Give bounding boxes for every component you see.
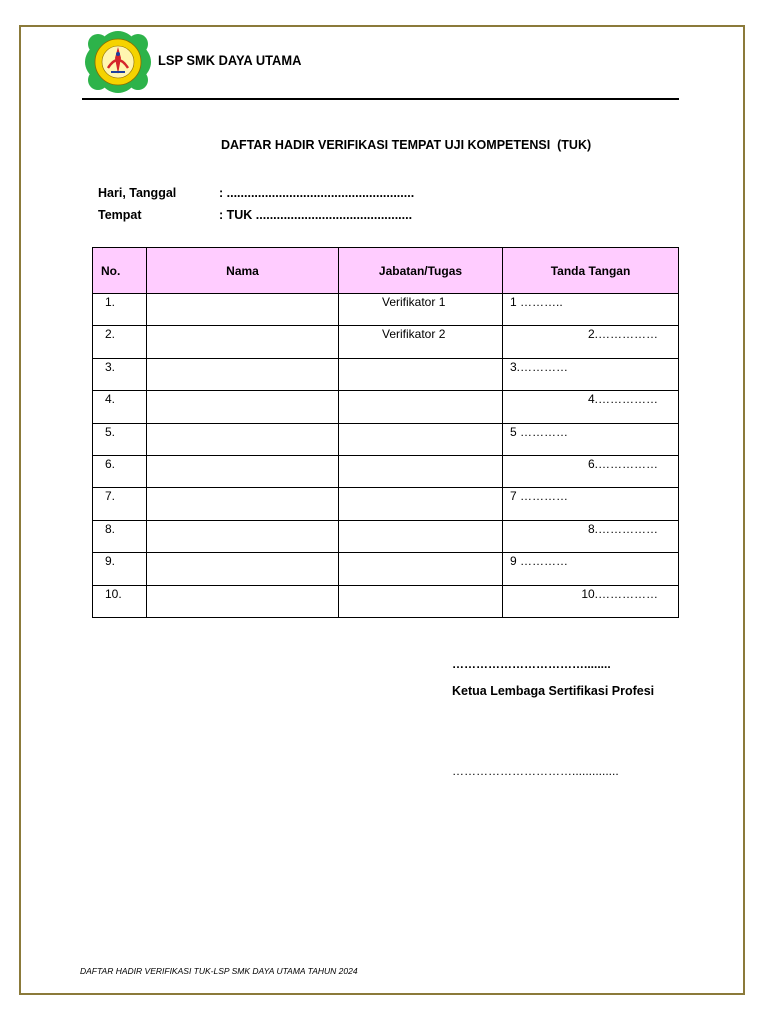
signatory-title: Ketua Lembaga Sertifikasi Profesi (452, 684, 655, 698)
row-tanda-tangan: 8.…………… (503, 520, 679, 552)
row-nama (147, 553, 339, 585)
row-number: 10. (93, 585, 147, 617)
row-jabatan (339, 423, 503, 455)
row-number: 9. (93, 553, 147, 585)
row-jabatan (339, 455, 503, 487)
lsp-logo (84, 30, 152, 94)
attendance-table (92, 247, 679, 618)
signatory-name-line: ………………………….............. (452, 764, 619, 778)
row-nama (147, 294, 339, 326)
header-no: No. (93, 248, 147, 294)
row-tanda-tangan: 6.…………… (503, 455, 679, 487)
footer-text: DAFTAR HADIR VERIFIKASI TUK-LSP SMK DAYA UTAMA TAHUN 2024 (80, 966, 358, 976)
row-jabatan (339, 391, 503, 423)
row-tanda-tangan: 3.………… (503, 358, 679, 390)
header-divider (82, 98, 679, 100)
row-tanda-tangan: 4.…………… (503, 391, 679, 423)
row-nama (147, 358, 339, 390)
row-nama (147, 423, 339, 455)
table-row (93, 358, 679, 390)
row-jabatan (339, 585, 503, 617)
row-number: 5. (93, 423, 147, 455)
row-tanda-tangan: 7 ………… (503, 488, 679, 520)
table-row (93, 585, 679, 617)
table-row (93, 520, 679, 552)
row-tanda-tangan: 5 ………… (503, 423, 679, 455)
row-number: 6. (93, 455, 147, 487)
row-tanda-tangan: 10.…………… (503, 585, 679, 617)
table-row (93, 455, 679, 487)
table-row (93, 488, 679, 520)
table-row (93, 294, 679, 326)
row-nama (147, 391, 339, 423)
header-tanda-tangan: Tanda Tangan (503, 248, 679, 294)
row-tanda-tangan: 1 ……….. (503, 294, 679, 326)
row-number: 7. (93, 488, 147, 520)
table-header-row (93, 248, 679, 294)
row-number: 8. (93, 520, 147, 552)
date-label: Hari, Tanggal (98, 186, 177, 200)
row-jabatan: Verifikator 1 (339, 294, 503, 326)
row-number: 2. (93, 326, 147, 358)
place-value: : TUK ............................................. (219, 208, 413, 222)
row-nama (147, 520, 339, 552)
row-nama (147, 488, 339, 520)
row-jabatan: Verifikator 2 (339, 326, 503, 358)
place-label: Tempat (98, 208, 142, 222)
row-jabatan (339, 488, 503, 520)
table-row (93, 423, 679, 455)
table-row (93, 391, 679, 423)
row-jabatan (339, 358, 503, 390)
row-tanda-tangan: 2.…………… (503, 326, 679, 358)
row-nama (147, 326, 339, 358)
header-jabatan: Jabatan/Tugas (339, 248, 503, 294)
row-number: 3. (93, 358, 147, 390)
row-tanda-tangan: 9 ………… (503, 553, 679, 585)
table-row (93, 326, 679, 358)
row-nama (147, 455, 339, 487)
row-jabatan (339, 553, 503, 585)
row-number: 1. (93, 294, 147, 326)
document-title: DAFTAR HADIR VERIFIKASI TEMPAT UJI KOMPETENSI (TUK) (221, 138, 592, 152)
header-nama: Nama (147, 248, 339, 294)
date-value: : ...................................................... (219, 186, 415, 200)
row-number: 4. (93, 391, 147, 423)
signature-date-line: ……………………………........ (452, 657, 611, 671)
table-row (93, 553, 679, 585)
row-nama (147, 585, 339, 617)
row-jabatan (339, 520, 503, 552)
table-body (93, 294, 679, 618)
organization-name: LSP SMK DAYA UTAMA (158, 52, 302, 68)
